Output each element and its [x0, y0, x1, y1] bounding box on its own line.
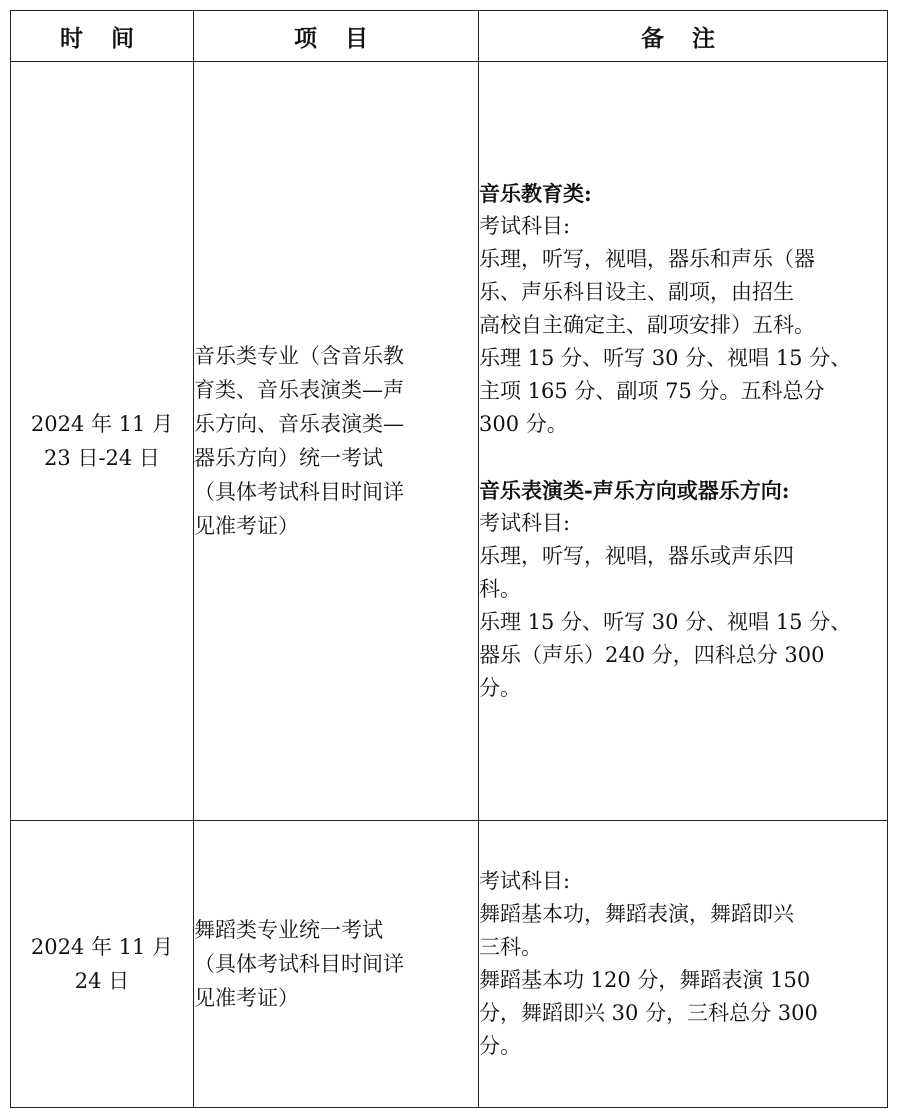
item-line: 见准考证） — [194, 986, 299, 1010]
schedule-table — [10, 10, 888, 1108]
item-line: 舞蹈类专业统一考试 — [194, 918, 383, 942]
note-line: 主项 165 分、副项 75 分。五科总分 — [479, 379, 825, 403]
item-line: 见准考证） — [194, 514, 299, 538]
header-row — [11, 11, 888, 62]
note-line: 乐、声乐科目设主、副项，由招生 — [479, 280, 794, 304]
note-line: 考试科目: — [479, 511, 571, 535]
note-line: 300 分。 — [479, 412, 568, 436]
note-line: 考试科目: — [479, 214, 571, 238]
time-line: 23 日-24 日 — [44, 446, 160, 470]
note-line: 乐理，听写，视唱，器乐或声乐四 — [479, 544, 794, 568]
item-line: 音乐类专业（含音乐教 — [194, 344, 404, 368]
note-line: 三科。 — [479, 935, 542, 959]
header-note: 备 注 — [479, 11, 888, 62]
time-cell — [11, 62, 194, 821]
note-line: 器乐（声乐）240 分，四科总分 300 — [479, 643, 825, 667]
item-line: （具体考试科目时间详 — [194, 480, 404, 504]
item-line: （具体考试科目时间详 — [194, 952, 404, 976]
note-line: 高校自主确定主、副项安排）五科。 — [479, 313, 815, 337]
note-line: 考试科目: — [479, 869, 571, 893]
time-line: 2024 年 11 月 — [30, 935, 174, 959]
header-item: 项 目 — [194, 11, 479, 62]
header-time: 时 间 — [11, 11, 194, 62]
note-line: 舞蹈基本功 120 分，舞蹈表演 150 — [479, 968, 811, 992]
time-cell — [11, 821, 194, 1108]
note-line: 分。 — [479, 676, 521, 700]
section-title: 音乐教育类: — [479, 181, 592, 206]
note-line: 乐理 15 分、听写 30 分、视唱 15 分、 — [479, 610, 852, 634]
item-cell — [194, 62, 479, 821]
note-line: 舞蹈基本功，舞蹈表演，舞蹈即兴 — [479, 902, 794, 926]
note-line: 分。 — [479, 1034, 521, 1058]
time-line: 2024 年 11 月 — [30, 412, 174, 436]
note-cell — [479, 62, 888, 821]
note-line: 科。 — [479, 577, 521, 601]
note-cell — [479, 821, 888, 1108]
note-line: 乐理 15 分、听写 30 分、视唱 15 分、 — [479, 346, 852, 370]
item-cell — [194, 821, 479, 1108]
table-row — [11, 821, 888, 1108]
item-line: 乐方向、音乐表演类— — [194, 412, 404, 436]
item-line: 育类、音乐表演类—声 — [194, 378, 404, 402]
table-row — [11, 62, 888, 821]
section-title: 音乐表演类-声乐方向或器乐方向: — [479, 478, 790, 503]
note-line: 乐理，听写，视唱，器乐和声乐（器 — [479, 247, 815, 271]
note-line: 分，舞蹈即兴 30 分，三科总分 300 — [479, 1001, 818, 1025]
time-line: 24 日 — [74, 969, 130, 993]
spacer — [479, 441, 887, 474]
item-line: 器乐方向）统一考试 — [194, 446, 383, 470]
